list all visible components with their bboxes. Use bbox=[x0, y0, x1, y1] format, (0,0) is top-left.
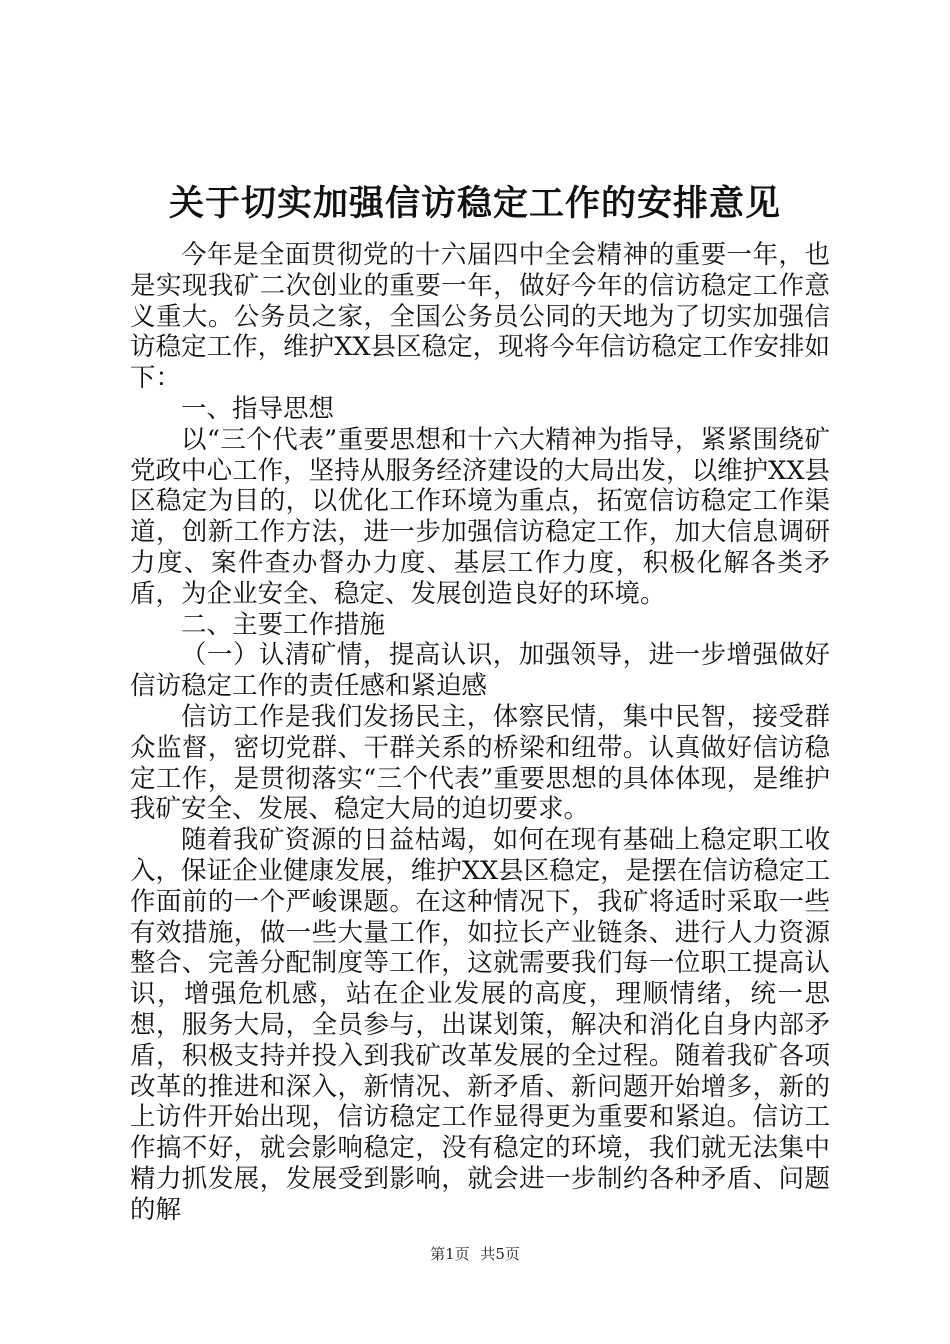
document-title: 关于切实加强信访稳定工作的安排意见 bbox=[168, 183, 781, 224]
page-footer bbox=[0, 1244, 950, 1264]
section-heading-main-measures: 二、主要工作措施 bbox=[181, 609, 386, 640]
page-total: 共5页 bbox=[480, 1245, 520, 1263]
paragraph-guiding-thought: 以“三个代表”重要思想和十六大精神为指导，紧紧围绕矿党政中心工作，坚持从服务经济建设的大局出发，以维护XX县区稳定为目的，以优化工作环境为重点，拓宽信访稳定工作渠道，创新工作方法，进一步加强信访稳定工作，加大信息调研力度、案件查办督办力度、基层工作力度，积极化解各类矛盾，为企业安全、稳定、发展创造良好的环境。 bbox=[130, 424, 830, 609]
document-body bbox=[130, 240, 830, 1226]
paragraph-intro: 今年是全面贯彻党的十六届四中全会精神的重要一年，也是实现我矿二次创业的重要一年，做好今年的信访稳定工作意义重大。公务员之家，全国公务员公同的天地为了切实加强信访稳定工作，维护XX县区稳定，现将今年信访稳定工作安排如下： bbox=[130, 240, 830, 394]
subsection-heading-1: （一）认清矿情，提高认识，加强领导，进一步增强做好信访稳定工作的责任感和紧迫感 bbox=[130, 640, 830, 702]
page-number: 第1页 bbox=[430, 1245, 470, 1263]
section-heading-guiding-thought: 一、指导思想 bbox=[181, 393, 335, 424]
paragraph-resource-depletion: 随着我矿资源的日益枯竭，如何在现有基础上稳定职工收入，保证企业健康发展，维护XX县区稳定，是摆在信访稳定工作面前的一个严峻课题。在这种情况下，我矿将适时采取一些有效措施，做一些大量工作，如拉长产业链条、进行人力资源整合、完善分配制度等工作，这就需要我们每一位职工提高认识，增强危机感，站在企业发展的高度，理顺情绪，统一思想，服务大局，全员参与，出谋划策，解决和消化自身内部矛盾，积极支持并投入到我矿改革发展的全过程。随着我矿各项改革的推进和深入，新情况、新矛盾、新问题开始增多，新的上访件开始出现，信访稳定工作显得更为重要和紧迫。信访工作搞不好，就会影响稳定，没有稳定的环境，我们就无法集中精力抓发展，发展受到影响，就会进一步制约各种矛盾、问题的解 bbox=[130, 825, 830, 1225]
paragraph-petition-work: 信访工作是我们发扬民主，体察民情，集中民智，接受群众监督，密切党群、干群关系的桥梁和纽带。认真做好信访稳定工作，是贯彻落实“三个代表”重要思想的具体体现，是维护我矿安全、发展、稳定大局的迫切要求。 bbox=[130, 701, 830, 825]
